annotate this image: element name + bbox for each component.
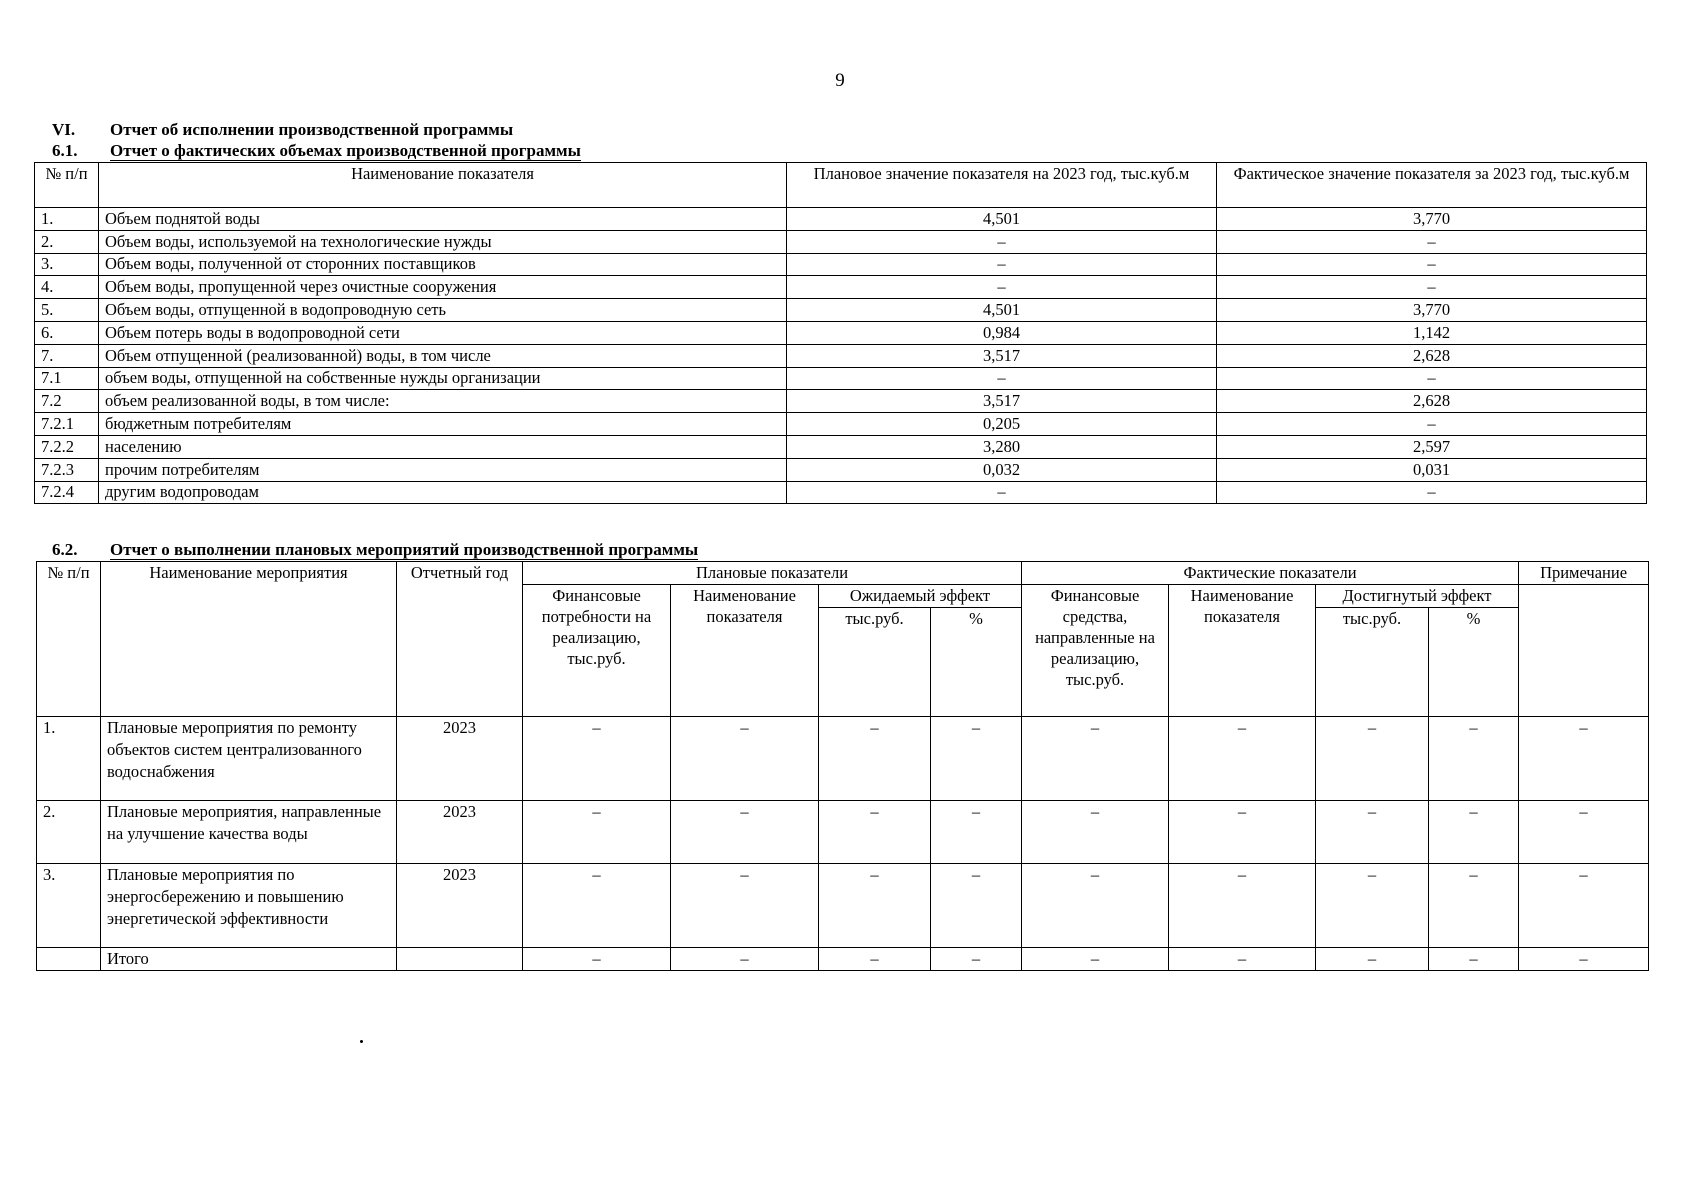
t2-cell-value: – [1022, 864, 1169, 948]
section-heading [52, 120, 513, 140]
t1-cell-num: 4. [35, 276, 99, 299]
t2-cell-value: – [819, 717, 931, 801]
t2-cell-value: – [1169, 717, 1316, 801]
production-volumes-table [34, 162, 1647, 504]
t2-cell-value: – [671, 801, 819, 864]
t2-cell-value: – [819, 864, 931, 948]
t2-cell-value: – [523, 801, 671, 864]
t1-header-num: № п/п [35, 163, 99, 208]
t1-header-plan: Плановое значение показателя на 2023 год, тыс.куб.м [787, 163, 1217, 208]
t1-cell-plan: – [787, 230, 1217, 253]
t1-cell-name: Объем отпущенной (реализованной) воды, в том числе [99, 344, 787, 367]
t2-header-name: Наименование мероприятия [101, 562, 397, 717]
t2-header-plan-group: Плановые показатели [523, 562, 1022, 585]
t1-cell-num: 1. [35, 208, 99, 231]
t2-cell-value: – [1022, 948, 1169, 971]
table-row [35, 276, 1647, 299]
t1-cell-fact: 0,031 [1217, 458, 1647, 481]
t1-cell-name: Объем воды, полученной от сторонних поставщиков [99, 253, 787, 276]
t2-cell-value: – [931, 864, 1022, 948]
stray-dot [360, 1040, 363, 1043]
t2-cell-name: Плановые мероприятия по ремонту объектов систем централизованного водоснабжения [101, 717, 397, 801]
t1-cell-name: объем воды, отпущенной на собственные нужды организации [99, 367, 787, 390]
t1-cell-num: 5. [35, 299, 99, 322]
t1-cell-plan: 3,280 [787, 435, 1217, 458]
t1-cell-fact: 2,597 [1217, 435, 1647, 458]
t2-cell-value: – [931, 801, 1022, 864]
table-row [35, 321, 1647, 344]
t1-cell-num: 7.1 [35, 367, 99, 390]
t2-cell-value: – [1169, 948, 1316, 971]
table-row [35, 413, 1647, 436]
t2-cell-num: 1. [37, 717, 101, 801]
t2-cell-year: 2023 [397, 801, 523, 864]
t2-cell-value: – [671, 948, 819, 971]
table1-header-row [35, 163, 1647, 208]
t2-header-plan-rub: тыс.руб. [819, 608, 931, 717]
t1-cell-plan: – [787, 276, 1217, 299]
t1-cell-plan: 0,205 [787, 413, 1217, 436]
t1-cell-plan: – [787, 367, 1217, 390]
table-row [37, 801, 1649, 864]
t1-cell-fact: – [1217, 276, 1647, 299]
t1-cell-fact: 2,628 [1217, 390, 1647, 413]
t1-cell-plan: – [787, 481, 1217, 504]
t1-cell-plan: 4,501 [787, 208, 1217, 231]
t1-cell-fact: 3,770 [1217, 299, 1647, 322]
t1-header-name: Наименование показателя [99, 163, 787, 208]
t1-cell-num: 7.2.1 [35, 413, 99, 436]
t2-header-fact-fin: Финансовые средства, направленные на реализацию, тыс.руб. [1022, 585, 1169, 717]
t2-cell-value: – [523, 864, 671, 948]
t2-header-note-blank [1519, 585, 1649, 717]
t2-cell-name: Итого [101, 948, 397, 971]
t2-cell-name: Плановые мероприятия по энергосбережению и повышению энергетической эффективности [101, 864, 397, 948]
t2-header-year: Отчетный год [397, 562, 523, 717]
t1-cell-plan: 4,501 [787, 299, 1217, 322]
t2-cell-value: – [671, 717, 819, 801]
table-row [35, 367, 1647, 390]
t1-cell-fact: 3,770 [1217, 208, 1647, 231]
t2-header-fact-rub: тыс.руб. [1316, 608, 1429, 717]
t2-cell-num [37, 948, 101, 971]
t1-header-fact: Фактическое значение показателя за 2023 год, тыс.куб.м [1217, 163, 1647, 208]
t2-header-plan-ind: Наименование показателя [671, 585, 819, 717]
t2-cell-value: – [1519, 717, 1649, 801]
table-row [35, 299, 1647, 322]
table-row [35, 435, 1647, 458]
t1-cell-name: объем реализованной воды, в том числе: [99, 390, 787, 413]
page-number: 9 [835, 70, 845, 91]
t2-cell-value: – [1519, 801, 1649, 864]
t2-cell-year: 2023 [397, 864, 523, 948]
t1-cell-num: 7.2.4 [35, 481, 99, 504]
t2-cell-year: 2023 [397, 717, 523, 801]
table-row [35, 344, 1647, 367]
t1-cell-num: 7.2.3 [35, 458, 99, 481]
t1-cell-name: другим водопроводам [99, 481, 787, 504]
t2-cell-value: – [1429, 801, 1519, 864]
t2-header-fact-pct: % [1429, 608, 1519, 717]
t2-header-row-1 [37, 562, 1649, 585]
t1-cell-plan: 0,032 [787, 458, 1217, 481]
subsection-6-1-number: 6.1. [52, 141, 78, 160]
table-row [35, 481, 1647, 504]
t1-cell-fact: – [1217, 367, 1647, 390]
t1-cell-plan: 3,517 [787, 344, 1217, 367]
t1-cell-plan: 3,517 [787, 390, 1217, 413]
t2-header-fact-group: Фактические показатели [1022, 562, 1519, 585]
t1-cell-num: 7.2.2 [35, 435, 99, 458]
t2-cell-value: – [1429, 717, 1519, 801]
t2-cell-value: – [671, 864, 819, 948]
t1-cell-fact: – [1217, 481, 1647, 504]
t2-cell-value: – [1316, 717, 1429, 801]
t2-cell-value: – [1519, 864, 1649, 948]
t2-cell-year [397, 948, 523, 971]
t1-cell-name: Объем воды, пропущенной через очистные сооружения [99, 276, 787, 299]
table-row [37, 717, 1649, 801]
t2-cell-value: – [1429, 948, 1519, 971]
t2-header-plan-effect: Ожидаемый эффект [819, 585, 1022, 608]
t2-cell-value: – [523, 717, 671, 801]
t1-cell-fact: – [1217, 253, 1647, 276]
t1-cell-plan: 0,984 [787, 321, 1217, 344]
subsection-6-1-title: Отчет о фактических объемах производственной программы [110, 141, 581, 160]
t1-cell-fact: – [1217, 230, 1647, 253]
subsection-6-2-heading [52, 540, 698, 560]
table-row [35, 390, 1647, 413]
t2-cell-value: – [819, 948, 931, 971]
t2-header-fact-effect: Достигнутый эффект [1316, 585, 1519, 608]
t2-cell-value: – [1022, 801, 1169, 864]
t2-cell-value: – [523, 948, 671, 971]
t2-cell-value: – [1316, 801, 1429, 864]
t2-header-plan-pct: % [931, 608, 1022, 717]
t1-cell-plan: – [787, 253, 1217, 276]
t1-cell-fact: 2,628 [1217, 344, 1647, 367]
t1-cell-name: Объем поднятой воды [99, 208, 787, 231]
planned-measures-table [36, 561, 1649, 971]
t2-header-fact-ind: Наименование показателя [1169, 585, 1316, 717]
t2-cell-value: – [1316, 948, 1429, 971]
t1-cell-num: 3. [35, 253, 99, 276]
t1-cell-num: 7.2 [35, 390, 99, 413]
t2-cell-value: – [1429, 864, 1519, 948]
subsection-6-1-heading [52, 141, 581, 161]
table-row [35, 208, 1647, 231]
section-title: Отчет об исполнении производственной программы [110, 120, 514, 139]
t1-cell-fact: – [1217, 413, 1647, 436]
table-row [35, 253, 1647, 276]
t2-header-note: Примечание [1519, 562, 1649, 585]
t2-cell-value: – [1169, 864, 1316, 948]
t2-cell-num: 2. [37, 801, 101, 864]
t2-cell-value: – [1022, 717, 1169, 801]
t2-cell-value: – [931, 717, 1022, 801]
t1-cell-name: Объем потерь воды в водопроводной сети [99, 321, 787, 344]
t2-cell-num: 3. [37, 864, 101, 948]
t2-cell-value: – [931, 948, 1022, 971]
t2-header-plan-fin: Финансовые потребности на реализацию, тыс.руб. [523, 585, 671, 717]
t1-cell-name: Объем воды, отпущенной в водопроводную сеть [99, 299, 787, 322]
t1-cell-fact: 1,142 [1217, 321, 1647, 344]
t2-cell-name: Плановые мероприятия, направленные на улучшение качества воды [101, 801, 397, 864]
t1-cell-num: 2. [35, 230, 99, 253]
t2-cell-value: – [819, 801, 931, 864]
t1-cell-name: прочим потребителям [99, 458, 787, 481]
t1-cell-num: 6. [35, 321, 99, 344]
subsection-6-2-number: 6.2. [52, 540, 78, 559]
t1-cell-name: Объем воды, используемой на технологические нужды [99, 230, 787, 253]
t1-cell-num: 7. [35, 344, 99, 367]
t1-cell-name: населению [99, 435, 787, 458]
t2-header-num: № п/п [37, 562, 101, 717]
t1-cell-name: бюджетным потребителям [99, 413, 787, 436]
subsection-6-2-title: Отчет о выполнении плановых мероприятий производственной программы [110, 540, 699, 559]
table-row [35, 458, 1647, 481]
t2-cell-value: – [1519, 948, 1649, 971]
table-row [37, 948, 1649, 971]
t2-cell-value: – [1169, 801, 1316, 864]
table-row [37, 864, 1649, 948]
section-number: VI. [52, 120, 76, 139]
t2-cell-value: – [1316, 864, 1429, 948]
table-row [35, 230, 1647, 253]
